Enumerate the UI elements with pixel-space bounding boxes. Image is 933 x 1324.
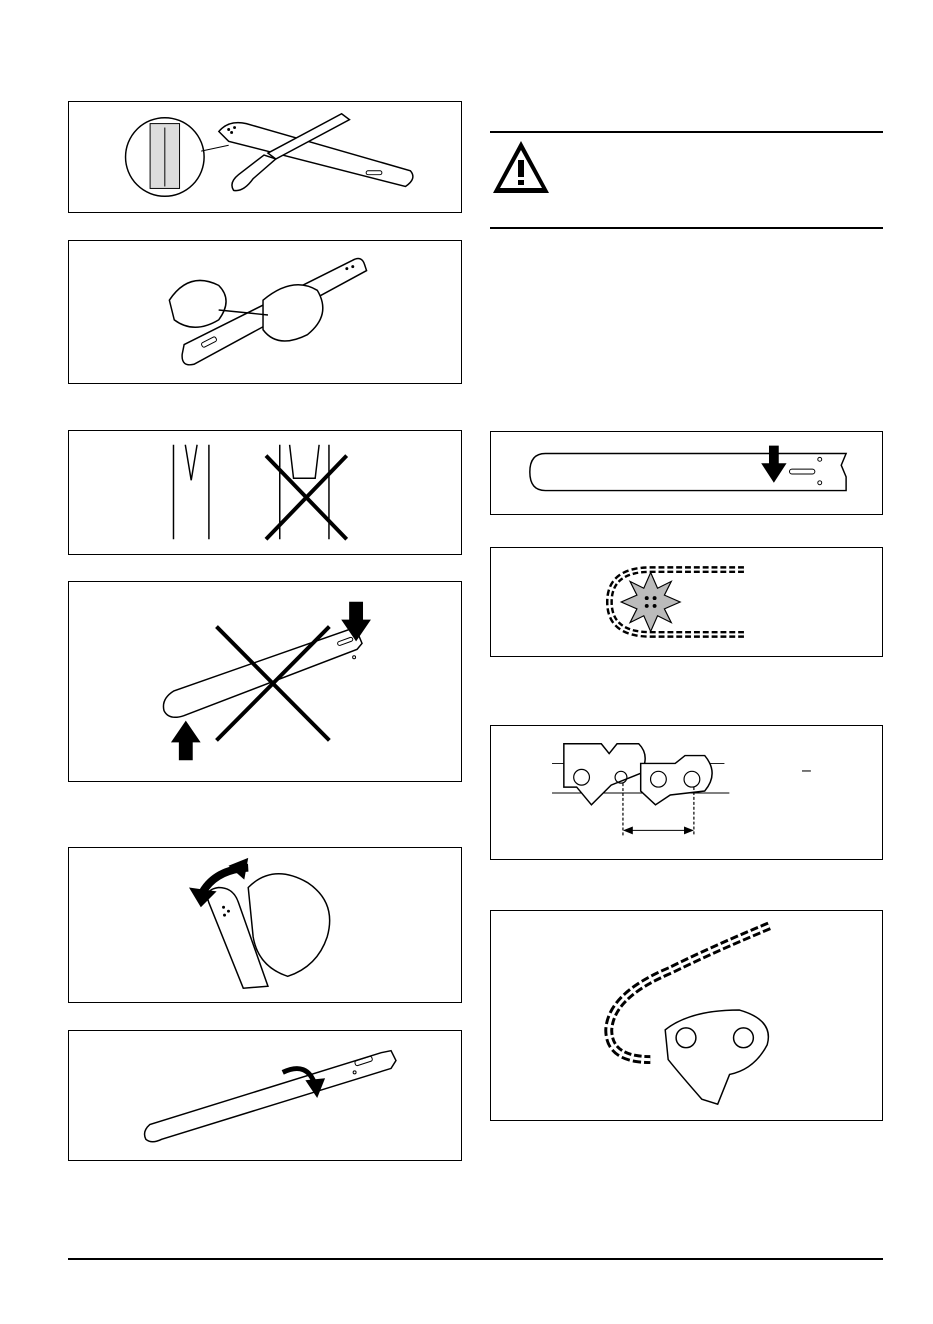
curved-arrow-icon [69,1031,461,1160]
chain-icon [491,726,882,859]
figure-bar-nose-sprocket-turn [68,847,462,1003]
sprocket-icon [491,548,882,656]
down-arrow-icon [491,432,882,514]
figure-groove-profiles [68,430,462,555]
warning-triangle-icon [490,138,552,196]
cross-icon [69,582,461,781]
chain-icon [491,911,882,1120]
figure-file-bar-groove [68,101,462,213]
warning-top-rule [490,131,883,133]
cross-icon [69,431,461,554]
footer-rule [68,1258,883,1260]
rotate-arrow-icon [69,848,461,1002]
figure-chain-pitch [490,725,883,860]
figure-chain-drive-link [490,910,883,1121]
pitch-mark: – [802,762,811,779]
figure-bar-side-arrow [490,431,883,515]
figure-sprocket-chain [490,547,883,657]
figure-deburr-bar-hands [68,240,462,384]
figure-bar-crossed-arrows [68,581,462,782]
figure-bar-flip [68,1030,462,1161]
file-icon [69,102,461,212]
warning-bottom-rule [490,227,883,229]
hands-icon [69,241,461,383]
